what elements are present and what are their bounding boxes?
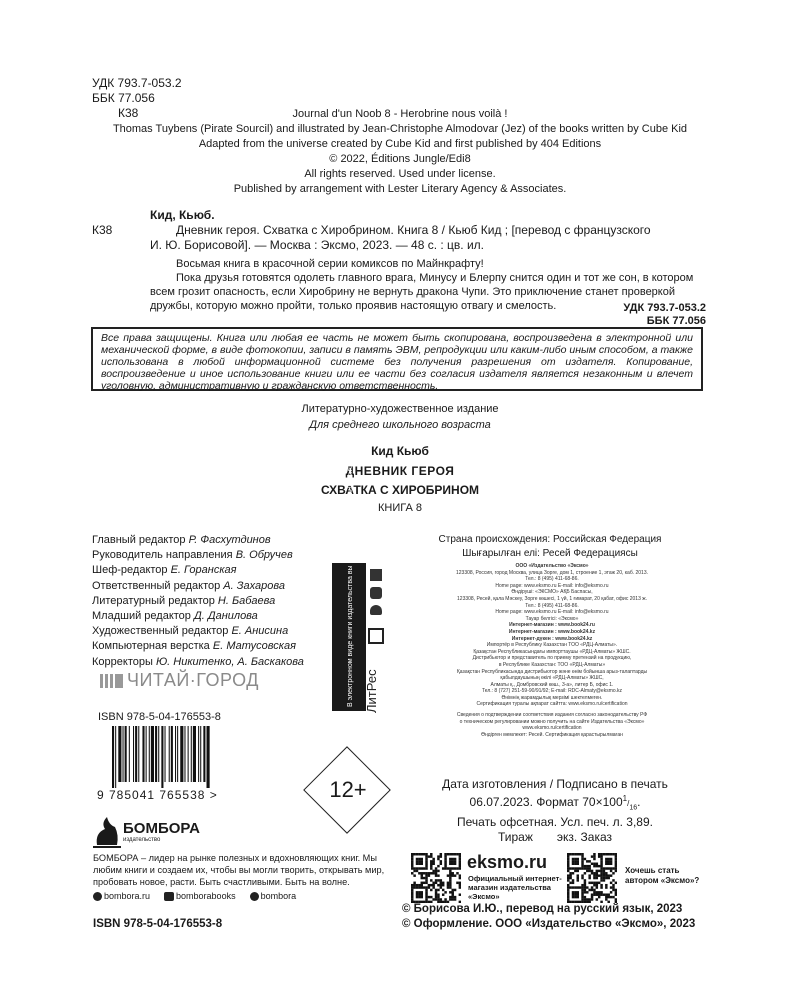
- staff-row: Младший редактор Д. Данилова: [92, 610, 258, 623]
- staff-row: Художественный редактор Е. Анисина: [92, 625, 289, 638]
- fine-print-line: Қазақстан Республикасында дистрибьютор және өнім бойынша арыз-талаптарды: [456, 668, 648, 675]
- fine-print-line: Өндіруші: «ЭКСМО» АҚБ Баспасы,: [511, 589, 593, 596]
- edition-audience: Для среднего школьного возраста: [309, 419, 491, 431]
- fine-print-line: Тел.: 8 (727) 251-59-90/91/92; E-mail: RDC-Almaty@eksmo.kz: [481, 688, 623, 695]
- edition-series: ДНЕВНИК ГЕРОЯ: [345, 464, 455, 478]
- fine-print-line: Сведения о подтверждении соответствия издания согласно законодательству РФ: [456, 712, 648, 719]
- udk-code: УДК 793.7-053.2: [92, 76, 182, 90]
- staff-row: Руководитель направления В. Обручев: [92, 549, 293, 562]
- fine-print-line: Home page: www.eksmo.ru E-mail: info@eksmo.ru: [495, 609, 609, 616]
- age-rating-badge: [303, 746, 393, 836]
- fine-print-line: Интернет-магазин : www.book24.ru: [509, 622, 595, 629]
- origin-block: Страна происхождения: Российская Федерация Шығарылған елі: Ресей Федерациясы: [438, 534, 662, 559]
- staff-row: Литературный редактор Н. Бабаева: [92, 594, 276, 607]
- eksmo-caption: Официальный интернет-магазин издательства «Эксмо»: [468, 874, 562, 901]
- staff-row: Шеф-редактор Е. Горанская: [92, 564, 237, 577]
- fine-print-line: Қазақстан Республикасындағы импорттаушы «РДЦ-Алматы» ЖШС.: [473, 648, 631, 655]
- isbn-bottom: ISBN 978-5-04-176553-8: [93, 918, 223, 930]
- catalog-line1: Дневник героя. Схватка с Хиробрином. Книга 8 / Кьюб Кид ; [перевод с французского: [176, 223, 651, 237]
- chitai-gorod-text: ЧИТАЙ·ГОРОД: [127, 670, 259, 690]
- telegram-icon: [250, 892, 259, 901]
- author-mark: К38: [118, 106, 139, 120]
- bombora-text: БОМБОРА – лидер на рынке полезных и вдохновляющих книг. Мы любим книги и создаем их, чтобы вы могли творить, открывать мир, пробовать новое, расти. Быть счастливыми. Быть на волне.: [93, 853, 385, 887]
- litres-vertical-text: В электронном виде книги издательства вы можете купить на www.litres.ru: [347, 465, 354, 707]
- edition-book: КНИГА 8: [378, 502, 422, 514]
- rights-notice-text: Все права защищены. Книга или любая ее часть не может быть скопирована, воспроизведена в электронной или механической форме, в виде фотокопии, записи в память ЭВМ, репродукции или каким-либо иным способом, а также использована в любой информационной системе без получения разрешения от издателя. Копирование, воспроизведение и иное использование книги или ее части без согласия издателя является незаконным и влечет уголовную, административную и гражданскую ответственность.: [101, 332, 693, 392]
- catalog-bbk: ББК 77.056: [646, 315, 706, 327]
- staff-list: [92, 533, 352, 670]
- bombora-site-link[interactable]: bombora.ru: [93, 891, 150, 901]
- fine-print-line: Тел.: 8 (495) 411-68-86.: [525, 576, 579, 583]
- bbk-code: ББК 77.056: [92, 91, 155, 105]
- fine-print-line: ООО «Издательство «Эксмо»: [515, 563, 589, 569]
- fine-print-line: Home page: www.eksmo.ru E-mail: info@eksmo.ru: [495, 582, 609, 589]
- eksmo-qr-code[interactable]: [411, 853, 461, 903]
- catalog-udk: УДК 793.7-053.2: [623, 302, 706, 314]
- fine-print-line: Өнімнің жарамдылық мерзімі шектелмеген.: [501, 694, 603, 701]
- original-title: Journal d'un Noob 8 - Herobrine nous voilà !: [292, 108, 508, 120]
- chitai-gorod-logo: [100, 670, 259, 691]
- staff-row: Главный редактор Р. Фасхутдинов: [92, 534, 271, 546]
- edition-author: Кид Кьюб: [371, 444, 429, 458]
- fine-print-line: Сертификация туралы ақпарат сайтта: www.eksmo.ru/certification: [476, 701, 628, 708]
- litres-logo-strip: [366, 563, 386, 711]
- fine-print: [418, 563, 686, 738]
- original-edition-block: [90, 107, 710, 197]
- fine-print-line: www.eksmo.ru/certification: [522, 725, 582, 732]
- windows-icon: [370, 569, 382, 581]
- apple-icon: [370, 587, 382, 599]
- fine-print-line: Тел.: 8 (495) 411-68-86.: [525, 602, 579, 609]
- age-rating-text: 12+: [329, 777, 367, 802]
- fine-print-line: Интернет-магазин : www.book24.kz: [508, 628, 596, 635]
- eksmo-logo: eksmo.ru: [467, 852, 548, 872]
- bombora-icon: [93, 815, 121, 849]
- original-copyright: © 2022, Éditions Jungle/Edi8: [329, 153, 471, 165]
- author-call: Хочешь стать автором «Эксмо»?: [625, 866, 700, 885]
- fine-print-line: Тауар белгісі: «Эксмо»: [525, 615, 579, 622]
- fine-print-line: Импортёр в Республику Казахстан ТОО «РДЦ-Алматы».: [486, 642, 618, 649]
- copyright-design: © Оформление. ООО «Издательство «Эксмо», 2023: [402, 918, 696, 930]
- catalog-annotation2: Пока друзья готовятся одолеть главного врага, Минусу и Блерпу снится один и тот же сон, в котором всем грозит опасность, если Хиробрину не вернуть дракона Чупи. Это приключение станет проверкой дружбы, которую можно пройти, только проявив настоящую отвагу и смелость.: [150, 272, 694, 312]
- staff-row: Корректоры Ю. Никитенко, А. Баскакова: [92, 655, 304, 668]
- barcode: [110, 726, 240, 788]
- litres-strip: [332, 465, 366, 711]
- chitai-gorod-icon: [100, 674, 123, 688]
- rights-notice-box: [91, 327, 703, 391]
- catalog-line2: И. Ю. Борисовой]. — Москва : Эксмо, 2023. — 48 с. : цв. ил.: [150, 238, 485, 252]
- litres-text: ЛитРес: [364, 669, 379, 713]
- social-links: [93, 891, 296, 901]
- fine-print-line: қабылдаушының өкілі «РДЦ-Алматы» ЖШС,: [500, 675, 604, 682]
- staff-row: Компьютерная верстка Е. Матусовская: [92, 640, 296, 653]
- bombora-logo: БОМБОРА издательство: [93, 815, 200, 849]
- copyright-translation: © Борисова И.Ю., перевод на русский язык, 2023: [402, 903, 683, 915]
- fine-print-line: Алматы қ., Домбровский көш., 3-а», литер Б, офис 1.: [490, 681, 614, 688]
- vk-link[interactable]: bomborabooks: [164, 891, 236, 901]
- original-rights: All rights reserved. Used under license.: [304, 168, 496, 180]
- edition-type: Литературно-художественное издание: [301, 403, 499, 415]
- fine-print-line: в Республике Казахстан: ТОО «РДЦ-Алматы»: [498, 661, 606, 668]
- isbn-top: ISBN 978-5-04-176553-8: [98, 711, 221, 723]
- edition-title: СХВАТКА С ХИРОБРИНОМ: [320, 483, 480, 497]
- barcode-digits: 9 785041 765538 >: [97, 788, 218, 802]
- catalog-annotation1: Восьмая книга в красочной серии комиксов по Майнкрафту!: [176, 258, 484, 270]
- fine-print-line: Интернет-дүкен : www.book24.kz: [511, 635, 593, 642]
- fine-print-line: Өндірген мемлекет: Ресей. Сертификация қарастырылмаған: [481, 731, 623, 738]
- author-qr-code[interactable]: [567, 853, 617, 903]
- fine-print-line: 123308, Ресей, қала Мәскеу, Зорге көшесі, 1 үй, 1 ғимарат, 20 қабат, офис 2013 ж.: [457, 595, 647, 602]
- fine-print-line: 123308, Россия, город Москва, улица Зорге, дом 1, строение 1, этаж 20, каб. 2013.: [456, 569, 648, 576]
- original-published: Published by arrangement with Lester Literary Agency & Associates.: [233, 183, 567, 195]
- android-icon: [370, 605, 382, 615]
- copyright-block: [402, 902, 695, 932]
- fine-print-line: Дистрибьютор и представитель по приему претензий на продукцию,: [472, 655, 632, 662]
- fine-print-line: о техническом регулировании можно получить на сайте Издательства «Эксмо»: [459, 718, 645, 725]
- staff-row: Ответственный редактор А. Захарова: [92, 579, 285, 592]
- print-info: Дата изготовления / Подписано в печать 06.07.2023. Формат $70\times 100^1/_{16}$. Печать офсетная. Усл. печ. л. 3,89. Тираж экз. Заказ: [442, 777, 668, 844]
- litres-icon: [368, 628, 384, 644]
- catalog-author: Кид, Кьюб.: [150, 208, 215, 222]
- vk-icon: [164, 892, 174, 901]
- telegram-link[interactable]: bombora: [250, 891, 297, 901]
- original-adapted: Adapted from the universe created by Cube Kid and first published by 404 Editions: [198, 138, 602, 150]
- original-credits: Thomas Tuybens (Pirate Sourcil) and illustrated by Jean-Christophe Almodovar (Jez) of the books written by Cube Kid: [112, 123, 688, 135]
- globe-icon: [93, 892, 102, 901]
- catalog-mark: К38: [92, 223, 113, 237]
